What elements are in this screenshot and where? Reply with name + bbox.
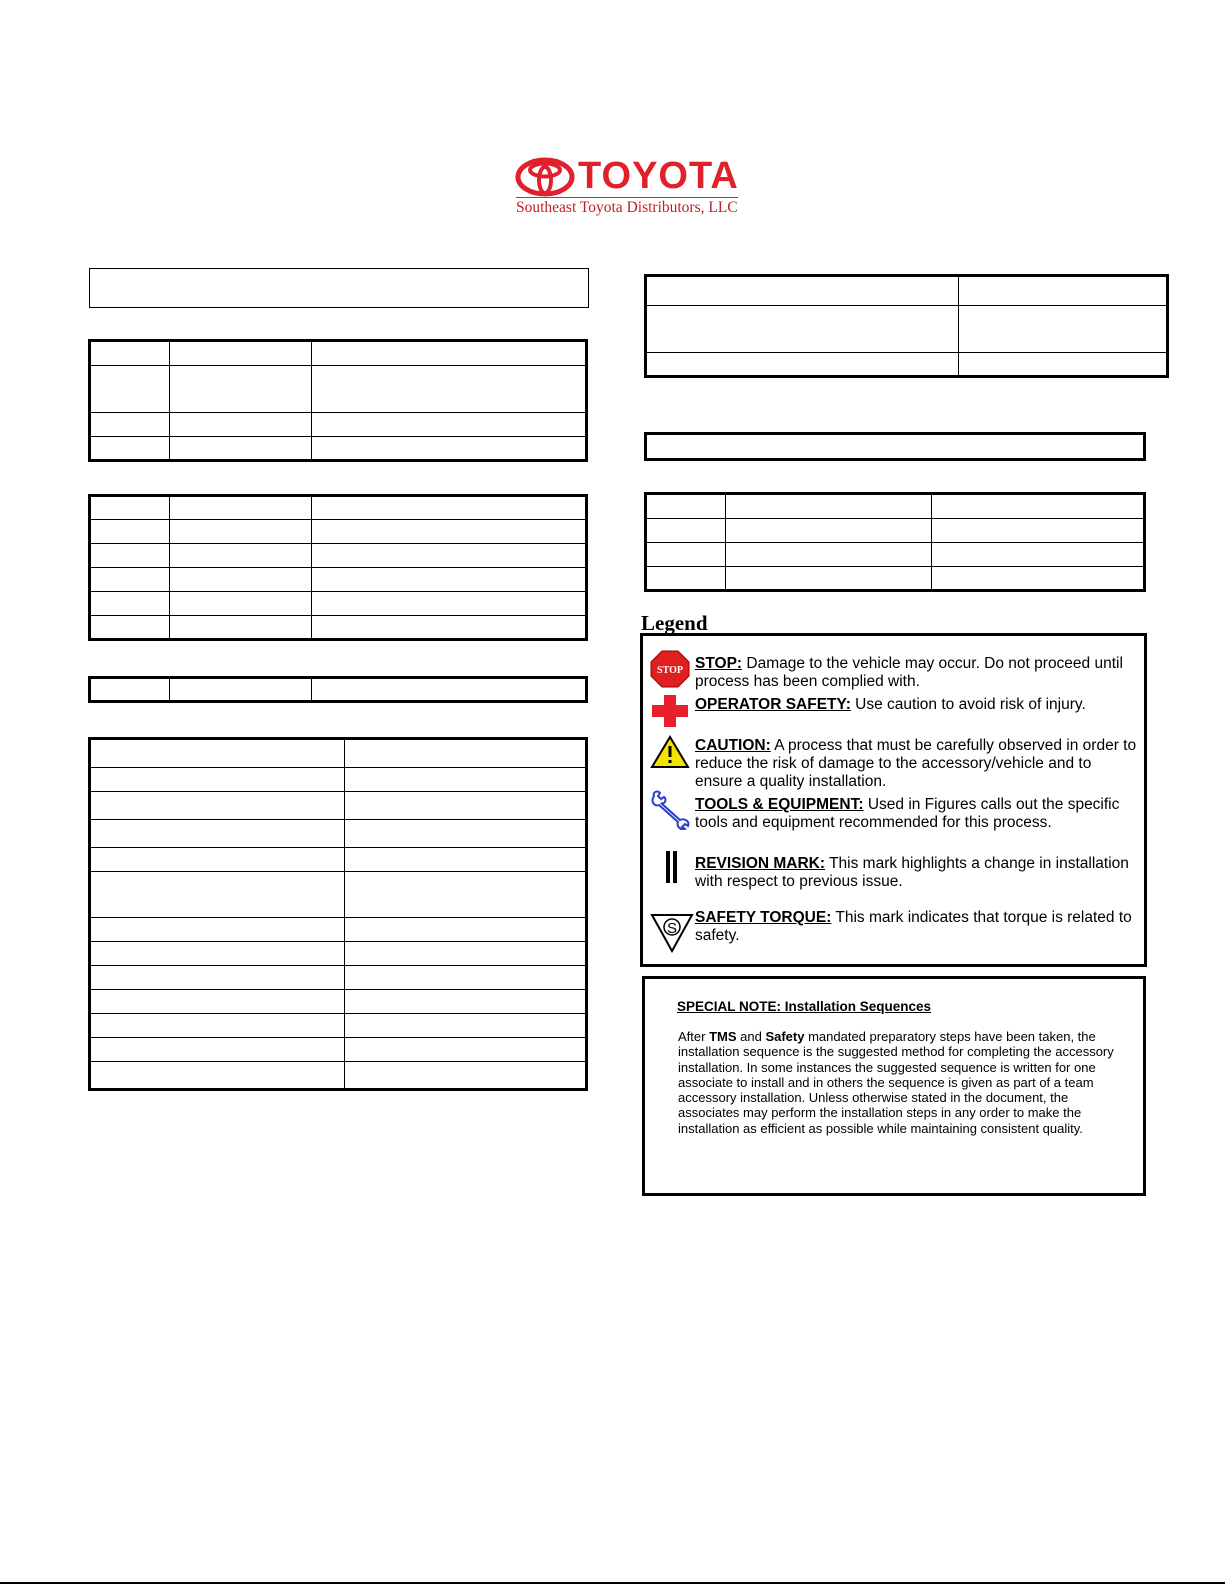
parts-table	[88, 737, 588, 1091]
page-bottom-rule	[0, 1582, 1225, 1584]
legend-box	[640, 633, 1147, 967]
legend-keyword: SAFETY TORQUE:	[695, 909, 832, 926]
safety-torque-icon	[650, 911, 694, 953]
legend-text: Damage to the vehicle may occur. Do not proceed until process has been complied with.	[695, 655, 1123, 690]
legend-text: This mark highlights a change in installation with respect to previous issue.	[695, 855, 1129, 890]
legend-text: Use caution to avoid risk of injury.	[850, 696, 1086, 713]
tools-table	[644, 492, 1146, 592]
toyota-emblem-icon	[515, 156, 575, 198]
info-table-1	[88, 339, 588, 462]
legend-item-stop	[695, 655, 1140, 691]
legend-text: This mark indicates that torque is related to safety.	[695, 909, 1132, 944]
section-header-box	[644, 432, 1146, 461]
legend-item-revision-mark	[695, 855, 1140, 891]
note-text: mandated preparatory steps have been taken, the installation sequence is the suggested method for completing the accessory installation. In some instances the suggested sequence is written for one associate to install and in others the sequence is given as part of a team accessory installation. Unless otherwise stated in the document, the associates may perform the installation steps in any order to make the installation as efficient as possible while maintaining consistent quality.	[678, 1029, 1114, 1136]
caution-triangle-icon	[650, 735, 690, 769]
info-table-3	[88, 676, 588, 703]
legend-keyword: OPERATOR SAFETY:	[695, 696, 851, 713]
legend-item-safety-torque	[695, 909, 1140, 945]
red-cross-icon	[650, 693, 690, 729]
document-title-box	[89, 268, 589, 308]
logo-divider	[516, 197, 738, 198]
note-text-bold: Safety	[765, 1029, 805, 1044]
legend-item-tools-equipment	[695, 796, 1140, 832]
revision-mark-icon	[650, 849, 690, 885]
logo-brand-name: TOYOTA	[578, 155, 739, 197]
info-table-2	[88, 494, 588, 641]
logo-subtitle: Southeast Toyota Distributors, LLC	[516, 199, 738, 216]
legend-keyword: TOOLS & EQUIPMENT:	[695, 796, 864, 813]
legend-keyword: CAUTION:	[695, 737, 771, 754]
special-note-body	[678, 1029, 1118, 1136]
special-note-title: SPECIAL NOTE: Installation Sequences	[677, 999, 932, 1014]
legend-keyword: REVISION MARK:	[695, 855, 826, 872]
stop-sign-label: STOP	[657, 665, 683, 676]
toyota-logo	[515, 152, 745, 222]
legend-item-operator-safety	[695, 696, 1140, 714]
note-text: and	[736, 1029, 766, 1044]
safety-torque-label: S	[666, 920, 678, 937]
special-note-box	[642, 976, 1146, 1196]
legend-keyword: STOP:	[695, 655, 743, 672]
wrench-icon	[650, 790, 694, 830]
note-text-bold: TMS	[709, 1029, 737, 1044]
legend-text: A process that must be carefully observed in order to reduce the risk of damage to the accessory/vehicle and to ensure a quality installation.	[695, 737, 1137, 790]
legend-title: Legend	[641, 611, 708, 635]
legend-item-caution	[695, 737, 1140, 791]
stop-sign-icon	[650, 650, 690, 688]
note-text: After	[678, 1029, 710, 1044]
revision-table	[644, 274, 1169, 378]
legend-text: Used in Figures calls out the specific tools and equipment recommended for this process.	[695, 796, 1120, 831]
